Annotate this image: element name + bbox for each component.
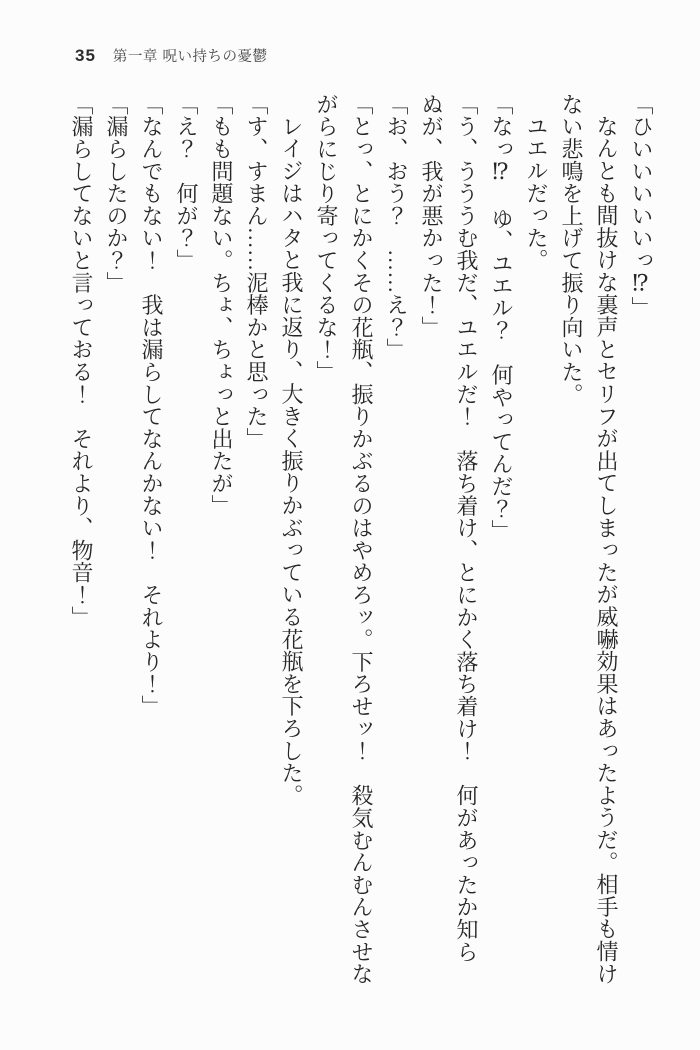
text-line: 「なんでもない！ 我は漏らしてなんかない！ それより！」 xyxy=(139,93,164,718)
text-line: ぬが、我が悪かった！」 xyxy=(419,93,444,339)
text-line: 「漏らしたのか？」 xyxy=(104,93,129,294)
text-line: 「え？ 何が？」 xyxy=(174,93,199,272)
text-line: なんとも間抜けな裏声とセリフが出てしまったが威嚇効果はあったようだ。相手も情け xyxy=(594,115,619,985)
chapter-title: 第一章 呪い持ちの憂鬱 xyxy=(112,49,268,65)
text-line: 「お、おう？ ……え？」 xyxy=(384,93,409,361)
text-line: 「ひいいいいいっ⁉」 xyxy=(629,93,654,319)
text-line: ユエルだった。 xyxy=(524,115,549,272)
text-line: 「もも問題ない。ちょ、ちょっと出たが」 xyxy=(209,93,234,517)
text-line: 「とっ、とにかくその花瓶、振りかぶるのはやめろッ。下ろせッ！ 殺気むんむんさせな xyxy=(349,93,374,985)
text-line: 「なっ⁉ ゆ、ユエル？ 何やってんだ？」 xyxy=(489,93,514,542)
text-line: がらにじり寄ってくるな！」 xyxy=(314,93,339,383)
page-header xyxy=(75,45,267,66)
text-line: 「漏らしてないと言っておる！ それより、物音！」 xyxy=(69,93,94,629)
text-line: 「す、すまん……泥棒かと思った」 xyxy=(244,93,269,450)
text-line: 「う、うううむ我だ、ユエルだ！ 落ち着け、とにかく落ち着け！ 何があったか知ら xyxy=(454,93,479,963)
vertical-text-body xyxy=(64,93,659,987)
text-line: ない悲鳴を上げて振り向いた。 xyxy=(559,93,584,406)
page-number: 35 xyxy=(75,46,96,65)
text-line: レイジはハタと我に返り、大きく振りかぶっている花瓶を下ろした。 xyxy=(279,115,304,807)
